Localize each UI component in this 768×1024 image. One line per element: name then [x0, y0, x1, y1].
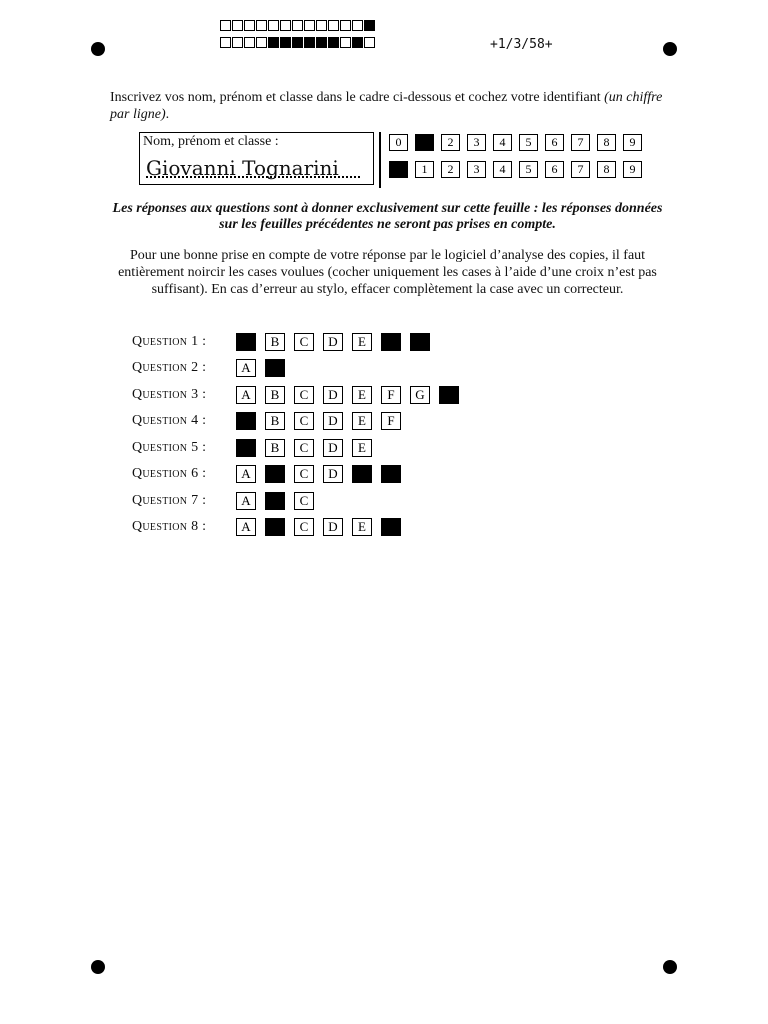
barcode-cell [352, 20, 363, 31]
answer-box[interactable]: A [236, 386, 256, 404]
question-choices [236, 412, 401, 430]
question-label: Question 6 : [132, 466, 207, 481]
answer-box[interactable]: B [265, 465, 285, 483]
question-choices [236, 492, 314, 510]
name-field-dotted-line [146, 176, 360, 178]
identifier-digit-box[interactable]: 5 [519, 134, 538, 151]
name-field-label: Nom, prénom et classe : [143, 134, 279, 149]
instructions-main: Inscrivez vos nom, prénom et classe dans le cadre ci-dessous et cochez votre identifiant [110, 90, 605, 105]
answer-box[interactable]: F [381, 412, 401, 430]
identifier-digit-box[interactable]: 1 [415, 161, 434, 178]
question-choices [236, 439, 372, 457]
answer-box[interactable]: C [294, 412, 314, 430]
question-label: Question 4 : [132, 413, 207, 428]
question-choices [236, 359, 285, 377]
identifier-digit-box[interactable]: 6 [545, 161, 564, 178]
barcode-cell [280, 20, 291, 31]
answer-box[interactable]: F [381, 465, 401, 483]
identifier-digit-box[interactable]: 2 [441, 161, 460, 178]
answer-box[interactable]: E [352, 333, 372, 351]
identifier-digit-box[interactable]: 7 [571, 161, 590, 178]
answer-box[interactable]: G [410, 386, 430, 404]
guidance-text: Pour une bonne prise en compte de votre réponse par le logiciel d’analyse des copies, il faut entièrement noircir les cases voulues (cocher uniquement les cases à l’aide d’une croix n’est pas suffisant). En cas d’erreur au stylo, effacer complètement la case avec un correcteur. [118, 248, 657, 297]
answer-box[interactable]: C [294, 492, 314, 510]
barcode-cell [292, 37, 303, 48]
barcode-cell [244, 37, 255, 48]
instructions-text [110, 89, 665, 123]
identifier-digit-box[interactable]: 5 [519, 161, 538, 178]
answer-box[interactable]: F [381, 386, 401, 404]
answer-box[interactable]: C [294, 439, 314, 457]
answer-box[interactable]: D [323, 386, 343, 404]
answer-box[interactable]: D [323, 465, 343, 483]
barcode-cell [364, 37, 375, 48]
barcode-cell [304, 37, 315, 48]
question-label: Question 7 : [132, 493, 207, 508]
answer-box[interactable]: A [236, 492, 256, 510]
answer-box[interactable]: C [294, 518, 314, 536]
answer-box[interactable]: D [323, 439, 343, 457]
identifier-digit-box[interactable]: 7 [571, 134, 590, 151]
question-row [132, 491, 314, 511]
identifier-digit-box[interactable]: 3 [467, 161, 486, 178]
page-code: +1/3/58+ [490, 37, 553, 52]
identifier-digit-box[interactable]: 9 [623, 161, 642, 178]
barcode-cell [292, 20, 303, 31]
barcode-cell [364, 20, 375, 31]
answer-box[interactable]: C [294, 465, 314, 483]
barcode-cell [220, 37, 231, 48]
identifier-digit-box[interactable]: 4 [493, 134, 512, 151]
corner-mark-bottom-right [663, 960, 677, 974]
answer-box[interactable]: C [294, 333, 314, 351]
name-field-value: Giovanni Tognarini [146, 156, 339, 180]
barcode-cell [340, 37, 351, 48]
question-row [132, 358, 285, 378]
identifier-row-2 [389, 161, 642, 178]
answer-box[interactable]: B [265, 386, 285, 404]
header-barcode-row-2 [220, 37, 376, 48]
barcode-cell [232, 37, 243, 48]
answer-box[interactable]: A [236, 518, 256, 536]
answer-box[interactable]: H [439, 386, 459, 404]
question-row [132, 385, 459, 405]
answer-box[interactable]: E [352, 412, 372, 430]
answer-box[interactable]: E [352, 439, 372, 457]
barcode-cell [340, 20, 351, 31]
question-choices [236, 465, 401, 483]
question-row [132, 517, 401, 537]
instructions-end: . [165, 107, 170, 122]
warning-text: Les réponses aux questions sont à donner exclusivement sur cette feuille : les réponses données sur les feuilles précédentes ne seront pas prises en compte. [112, 201, 663, 232]
answer-box[interactable]: C [294, 386, 314, 404]
header-barcode-row-1 [220, 20, 376, 31]
answer-box[interactable]: G [410, 333, 430, 351]
answer-box[interactable]: D [323, 412, 343, 430]
question-label: Question 3 : [132, 387, 207, 402]
answer-box[interactable]: D [323, 333, 343, 351]
question-choices [236, 518, 401, 536]
barcode-cell [244, 20, 255, 31]
barcode-cell [328, 37, 339, 48]
identifier-digit-box[interactable]: 9 [623, 134, 642, 151]
answer-box[interactable]: E [352, 465, 372, 483]
answer-box[interactable]: B [265, 359, 285, 377]
barcode-cell [220, 20, 231, 31]
corner-mark-bottom-left [91, 960, 105, 974]
barcode-cell [232, 20, 243, 31]
question-row [132, 464, 401, 484]
identifier-digit-box[interactable]: 6 [545, 134, 564, 151]
answer-box[interactable]: A [236, 333, 256, 351]
identifier-digit-box[interactable]: 0 [389, 134, 408, 151]
question-row [132, 332, 430, 352]
barcode-cell [328, 20, 339, 31]
answer-box[interactable]: A [236, 439, 256, 457]
question-label: Question 8 : [132, 519, 207, 534]
barcode-cell [280, 37, 291, 48]
question-label: Question 5 : [132, 440, 207, 455]
identifier-digit-box[interactable]: 8 [597, 161, 616, 178]
barcode-cell [256, 37, 267, 48]
identifier-digit-box[interactable]: 2 [441, 134, 460, 151]
identifier-digit-box[interactable]: 1 [415, 134, 434, 151]
answer-box[interactable]: A [236, 359, 256, 377]
corner-mark-top-right [663, 42, 677, 56]
answer-box[interactable]: B [265, 518, 285, 536]
question-choices [236, 386, 459, 404]
question-row [132, 411, 401, 431]
identifier-digit-box[interactable]: 4 [493, 161, 512, 178]
answer-box[interactable]: A [236, 465, 256, 483]
answer-box[interactable]: F [381, 518, 401, 536]
barcode-cell [304, 20, 315, 31]
identifier-digit-box[interactable]: 8 [597, 134, 616, 151]
barcode-cell [352, 37, 363, 48]
answer-box[interactable]: F [381, 333, 401, 351]
barcode-cell [316, 20, 327, 31]
barcode-cell [268, 37, 279, 48]
answer-box[interactable]: B [265, 333, 285, 351]
identifier-digit-box[interactable]: 0 [389, 161, 408, 178]
answer-box[interactable]: B [265, 492, 285, 510]
question-choices [236, 333, 430, 351]
answer-box[interactable]: D [323, 518, 343, 536]
barcode-cell [268, 20, 279, 31]
answer-box[interactable]: E [352, 518, 372, 536]
answer-box[interactable]: A [236, 412, 256, 430]
answer-box[interactable]: B [265, 412, 285, 430]
identifier-separator [379, 132, 381, 188]
question-label: Question 2 : [132, 360, 207, 375]
question-label: Question 1 : [132, 334, 207, 349]
answer-box[interactable]: E [352, 386, 372, 404]
identifier-digit-box[interactable]: 3 [467, 134, 486, 151]
instructions-italic: (un chiffre par ligne) [110, 90, 663, 122]
corner-mark-top-left [91, 42, 105, 56]
answer-box[interactable]: B [265, 439, 285, 457]
identifier-row-1 [389, 134, 642, 151]
barcode-cell [256, 20, 267, 31]
barcode-cell [316, 37, 327, 48]
question-row [132, 438, 372, 458]
